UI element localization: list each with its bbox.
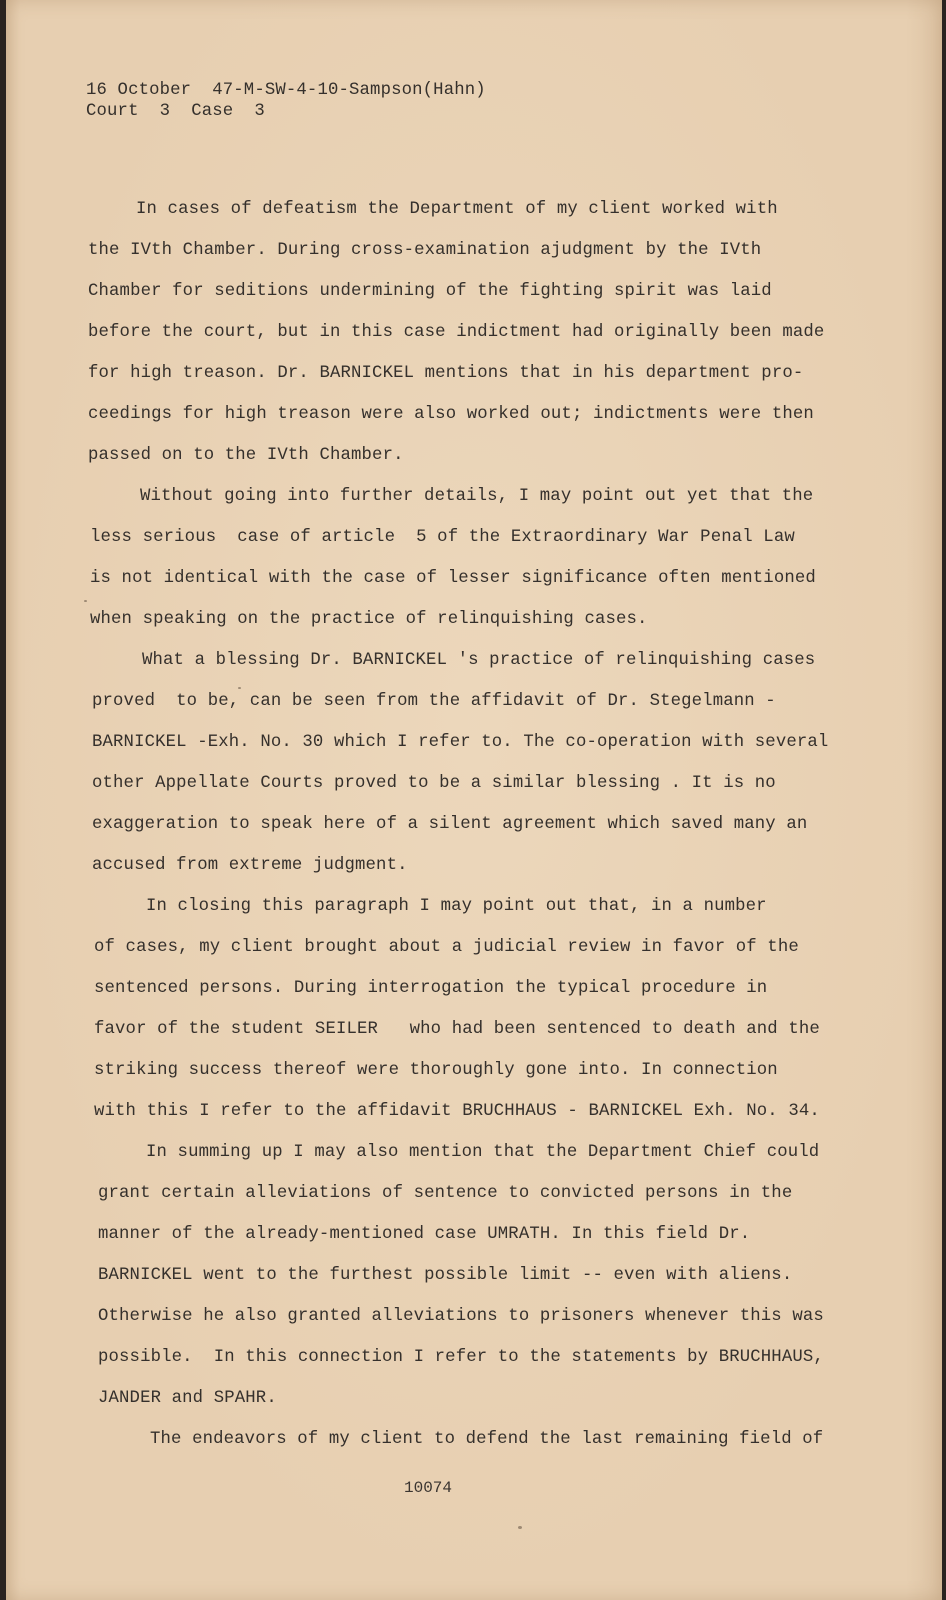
text-line: ceedings for high treason were also worked out; indictments were then xyxy=(88,405,814,424)
text-line: sentenced persons. During interrogation the typical procedure in xyxy=(94,979,768,998)
document-page xyxy=(6,0,942,1600)
header-court-case: Court 3 Case 3 xyxy=(86,102,265,121)
text-line: JANDER and SPAHR. xyxy=(98,1389,277,1408)
text-line: In closing this paragraph I may point out that, in a number xyxy=(146,897,767,916)
text-line: exaggeration to speak here of a silent agreement which saved many an xyxy=(92,815,808,834)
text-line: passed on to the IVth Chamber. xyxy=(88,446,404,465)
page-number: 10074 xyxy=(404,1479,453,1497)
text-line: is not identical with the case of lesser significance often mentioned xyxy=(90,569,816,588)
text-line: with this I refer to the affidavit BRUCHHAUS - BARNICKEL Exh. No. 34. xyxy=(94,1102,820,1121)
text-line: possible. In this connection I refer to the statements by BRUCHHAUS, xyxy=(98,1348,824,1367)
text-line: for high treason. Dr. BARNICKEL mentions that in his department pro- xyxy=(88,364,804,383)
text-line: Without going into further details, I may point out yet that the xyxy=(140,487,814,506)
text-line: of cases, my client brought about a judicial review in favor of the xyxy=(94,938,799,957)
text-line: striking success thereof were thoroughly gone into. In connection xyxy=(94,1061,778,1080)
text-line: proved to be, can be seen from the affidavit of Dr. Stegelmann - xyxy=(92,692,776,711)
text-line: favor of the student SEILER who had been sentenced to death and the xyxy=(94,1020,820,1039)
text-line: What a blessing Dr. BARNICKEL 's practice of relinquishing cases xyxy=(142,651,816,670)
text-line: Chamber for seditions undermining of the fighting spirit was laid xyxy=(88,282,772,301)
paper-speck xyxy=(84,600,87,602)
text-line: less serious case of article 5 of the Extraordinary War Penal Law xyxy=(90,528,795,547)
document-header xyxy=(86,80,486,122)
text-line: before the court, but in this case indictment had originally been made xyxy=(88,323,825,342)
text-line: In cases of defeatism the Department of my client worked with xyxy=(136,200,778,219)
header-reference: 16 October 47-M-SW-4-10-Sampson(Hahn) xyxy=(86,81,486,100)
text-line: In summing up I may also mention that the Department Chief could xyxy=(146,1143,820,1162)
paper-speck xyxy=(238,687,241,689)
text-line: other Appellate Courts proved to be a similar blessing . It is no xyxy=(92,774,776,793)
text-line: BARNICKEL -Exh. No. 30 which I refer to. The co-operation with several xyxy=(92,733,829,752)
text-line: accused from extreme judgment. xyxy=(92,856,408,875)
text-line: grant certain alleviations of sentence to convicted persons in the xyxy=(98,1184,793,1203)
text-line: BARNICKEL went to the furthest possible limit -- even with aliens. xyxy=(98,1266,793,1285)
paper-speck xyxy=(518,1526,522,1529)
text-line: when speaking on the practice of relinquishing cases. xyxy=(90,610,648,629)
text-line: the IVth Chamber. During cross-examination ajudgment by the IVth xyxy=(88,241,762,260)
text-line: Otherwise he also granted alleviations to prisoners whenever this was xyxy=(98,1307,824,1326)
text-line: The endeavors of my client to defend the last remaining field of xyxy=(150,1430,824,1449)
text-line: manner of the already-mentioned case UMRATH. In this field Dr. xyxy=(98,1225,751,1244)
